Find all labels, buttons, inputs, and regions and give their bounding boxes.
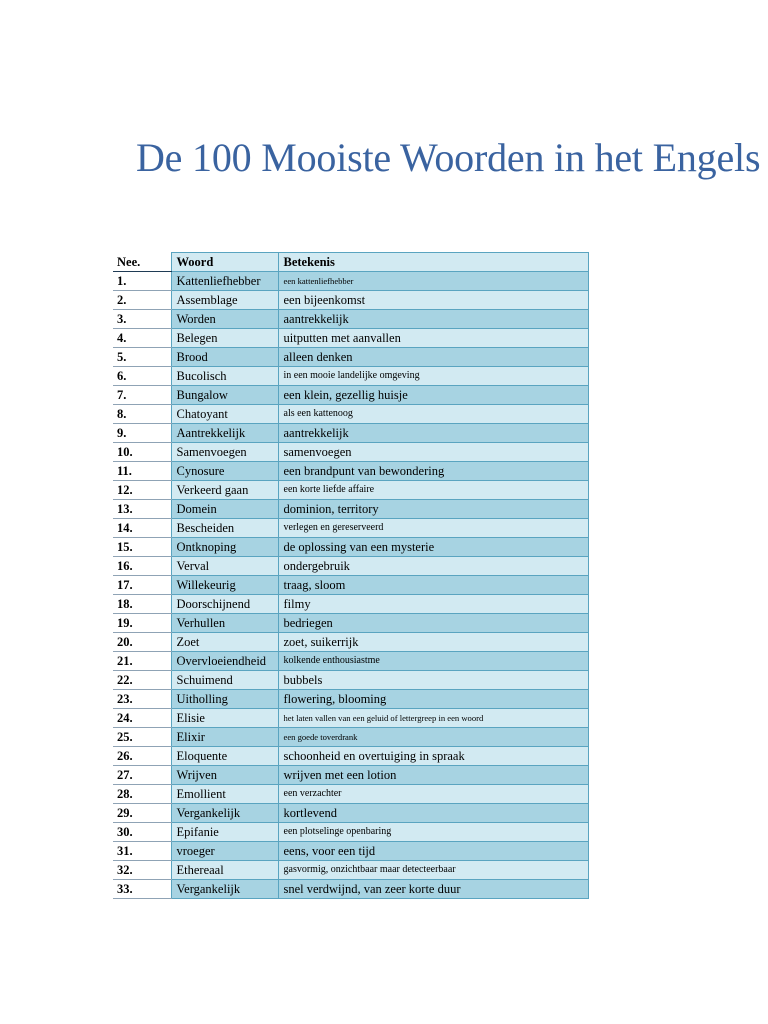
table-header-row xyxy=(113,253,588,272)
meaning-cell: filmy xyxy=(278,595,588,614)
meaning-cell: in een mooie landelijke omgeving xyxy=(278,367,588,386)
table-row xyxy=(113,462,588,481)
meaning-cell: het laten vallen van een geluid of lettergreep in een woord xyxy=(278,709,588,728)
row-number: 28. xyxy=(113,785,171,804)
meaning-cell: een klein, gezellig huisje xyxy=(278,386,588,405)
meaning-cell: ondergebruik xyxy=(278,557,588,576)
word-cell: Brood xyxy=(171,348,278,367)
table-row xyxy=(113,804,588,823)
table-row xyxy=(113,405,588,424)
meaning-cell: wrijven met een lotion xyxy=(278,766,588,785)
meaning-cell: verlegen en gereserveerd xyxy=(278,519,588,538)
meaning-cell: als een kattenoog xyxy=(278,405,588,424)
word-cell: Wrijven xyxy=(171,766,278,785)
meaning-cell: gasvormig, onzichtbaar maar detecteerbaar xyxy=(278,861,588,880)
meaning-cell: bubbels xyxy=(278,671,588,690)
table-row xyxy=(113,690,588,709)
row-number: 21. xyxy=(113,652,171,671)
row-number: 8. xyxy=(113,405,171,424)
table-row xyxy=(113,538,588,557)
row-number: 20. xyxy=(113,633,171,652)
word-cell: Ontknoping xyxy=(171,538,278,557)
meaning-cell: eens, voor een tijd xyxy=(278,842,588,861)
meaning-cell: een kattenliefhebber xyxy=(278,272,588,291)
table-row xyxy=(113,519,588,538)
row-number: 31. xyxy=(113,842,171,861)
table-row xyxy=(113,861,588,880)
table-row xyxy=(113,272,588,291)
meaning-cell: een verzachter xyxy=(278,785,588,804)
table-row xyxy=(113,500,588,519)
meaning-cell: schoonheid en overtuiging in spraak xyxy=(278,747,588,766)
row-number: 13. xyxy=(113,500,171,519)
table-row xyxy=(113,785,588,804)
row-number: 10. xyxy=(113,443,171,462)
word-table xyxy=(113,252,589,899)
word-cell: Worden xyxy=(171,310,278,329)
meaning-cell: samenvoegen xyxy=(278,443,588,462)
word-cell: Elixir xyxy=(171,728,278,747)
row-number: 9. xyxy=(113,424,171,443)
meaning-cell: bedriegen xyxy=(278,614,588,633)
word-cell: Epifanie xyxy=(171,823,278,842)
meaning-cell: een brandpunt van bewondering xyxy=(278,462,588,481)
row-number: 23. xyxy=(113,690,171,709)
word-cell: Zoet xyxy=(171,633,278,652)
table-row xyxy=(113,728,588,747)
table-row xyxy=(113,576,588,595)
meaning-cell: zoet, suikerrijk xyxy=(278,633,588,652)
row-number: 33. xyxy=(113,880,171,899)
word-cell: Cynosure xyxy=(171,462,278,481)
table-row xyxy=(113,386,588,405)
row-number: 24. xyxy=(113,709,171,728)
word-cell: Verkeerd gaan xyxy=(171,481,278,500)
word-cell: Belegen xyxy=(171,329,278,348)
header-number: Nee. xyxy=(113,253,171,272)
table-body xyxy=(113,272,588,899)
table-row xyxy=(113,348,588,367)
row-number: 5. xyxy=(113,348,171,367)
header-word: Woord xyxy=(171,253,278,272)
table-row xyxy=(113,633,588,652)
word-cell: Bungalow xyxy=(171,386,278,405)
row-number: 30. xyxy=(113,823,171,842)
table-row xyxy=(113,557,588,576)
word-cell: Ethereaal xyxy=(171,861,278,880)
meaning-cell: alleen denken xyxy=(278,348,588,367)
row-number: 4. xyxy=(113,329,171,348)
meaning-cell: traag, sloom xyxy=(278,576,588,595)
table-row xyxy=(113,481,588,500)
word-cell: Doorschijnend xyxy=(171,595,278,614)
table-row xyxy=(113,424,588,443)
word-cell: Elisie xyxy=(171,709,278,728)
word-cell: Verval xyxy=(171,557,278,576)
page-title: De 100 Mooiste Woorden in het Engels xyxy=(136,135,761,180)
row-number: 29. xyxy=(113,804,171,823)
table-row xyxy=(113,443,588,462)
word-cell: Uitholling xyxy=(171,690,278,709)
table-row xyxy=(113,367,588,386)
header-meaning: Betekenis xyxy=(278,253,588,272)
table-row xyxy=(113,595,588,614)
word-cell: Vergankelijk xyxy=(171,804,278,823)
table-row xyxy=(113,329,588,348)
meaning-cell: uitputten met aanvallen xyxy=(278,329,588,348)
word-cell: Samenvoegen xyxy=(171,443,278,462)
table-row xyxy=(113,310,588,329)
word-cell: Vergankelijk xyxy=(171,880,278,899)
row-number: 19. xyxy=(113,614,171,633)
word-cell: Domein xyxy=(171,500,278,519)
row-number: 7. xyxy=(113,386,171,405)
row-number: 25. xyxy=(113,728,171,747)
row-number: 6. xyxy=(113,367,171,386)
table-row xyxy=(113,709,588,728)
word-cell: Kattenliefhebber xyxy=(171,272,278,291)
word-cell: Overvloeiendheid xyxy=(171,652,278,671)
row-number: 22. xyxy=(113,671,171,690)
row-number: 14. xyxy=(113,519,171,538)
table-row xyxy=(113,766,588,785)
meaning-cell: een plotselinge openbaring xyxy=(278,823,588,842)
row-number: 18. xyxy=(113,595,171,614)
row-number: 26. xyxy=(113,747,171,766)
word-cell: Bescheiden xyxy=(171,519,278,538)
row-number: 3. xyxy=(113,310,171,329)
word-cell: Bucolisch xyxy=(171,367,278,386)
word-cell: Chatoyant xyxy=(171,405,278,424)
word-cell: Eloquente xyxy=(171,747,278,766)
row-number: 1. xyxy=(113,272,171,291)
meaning-cell: dominion, territory xyxy=(278,500,588,519)
table-row xyxy=(113,652,588,671)
table-row xyxy=(113,823,588,842)
meaning-cell: snel verdwijnd, van zeer korte duur xyxy=(278,880,588,899)
table-row xyxy=(113,880,588,899)
table-row xyxy=(113,747,588,766)
word-cell: Schuimend xyxy=(171,671,278,690)
word-cell: Emollient xyxy=(171,785,278,804)
row-number: 2. xyxy=(113,291,171,310)
table-row xyxy=(113,842,588,861)
row-number: 17. xyxy=(113,576,171,595)
row-number: 16. xyxy=(113,557,171,576)
meaning-cell: aantrekkelijk xyxy=(278,310,588,329)
meaning-cell: kortlevend xyxy=(278,804,588,823)
row-number: 27. xyxy=(113,766,171,785)
row-number: 32. xyxy=(113,861,171,880)
meaning-cell: een bijeenkomst xyxy=(278,291,588,310)
table-row xyxy=(113,671,588,690)
word-cell: Assemblage xyxy=(171,291,278,310)
table-row xyxy=(113,291,588,310)
row-number: 11. xyxy=(113,462,171,481)
meaning-cell: de oplossing van een mysterie xyxy=(278,538,588,557)
meaning-cell: een korte liefde affaire xyxy=(278,481,588,500)
meaning-cell: aantrekkelijk xyxy=(278,424,588,443)
word-cell: Willekeurig xyxy=(171,576,278,595)
table-row xyxy=(113,614,588,633)
row-number: 12. xyxy=(113,481,171,500)
word-cell: Aantrekkelijk xyxy=(171,424,278,443)
word-cell: Verhullen xyxy=(171,614,278,633)
meaning-cell: kolkende enthousiastme xyxy=(278,652,588,671)
row-number: 15. xyxy=(113,538,171,557)
word-cell: vroeger xyxy=(171,842,278,861)
meaning-cell: flowering, blooming xyxy=(278,690,588,709)
meaning-cell: een goede toverdrank xyxy=(278,728,588,747)
